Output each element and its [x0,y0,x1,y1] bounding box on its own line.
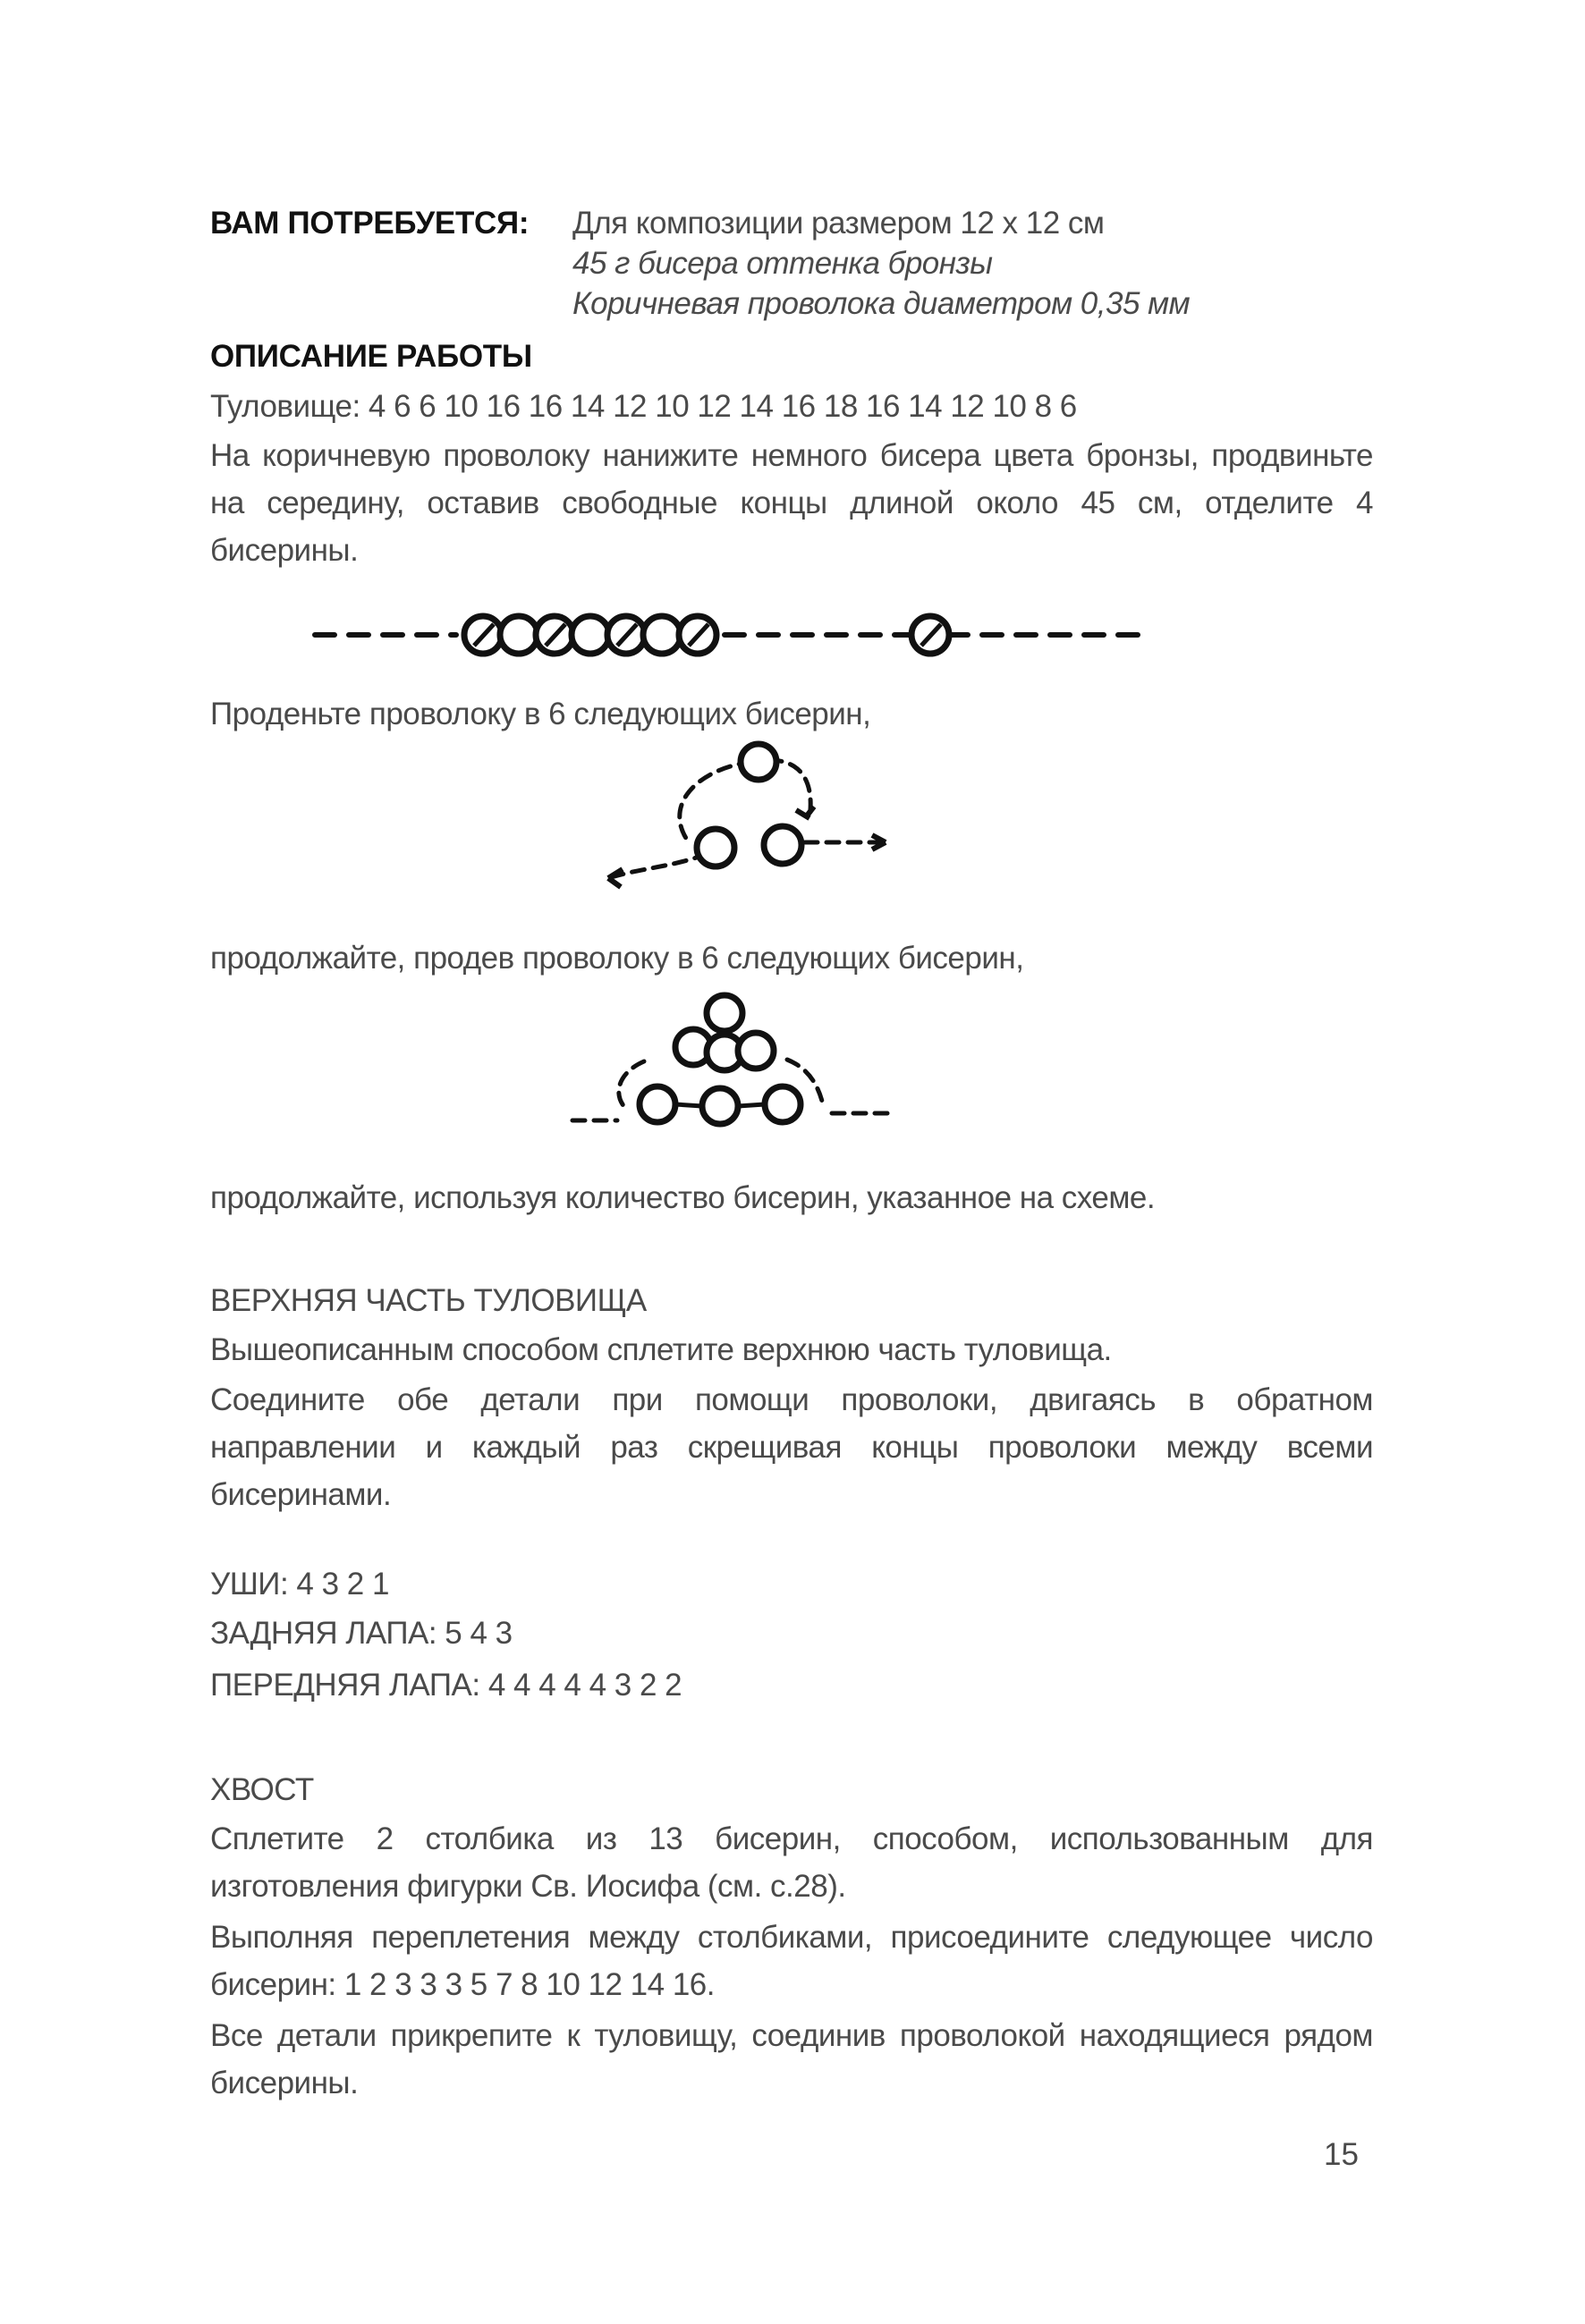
work-heading: ОПИСАНИЕ РАБОТЫ [210,339,532,374]
work-paragraph-3: продолжайте, продев проволоку в 6 следующих бисерин, [210,941,1024,976]
page-number: 15 [1324,2137,1359,2172]
work-paragraph-2: Проденьте проволоку в 6 следующих бисерин, [210,697,871,731]
thread-bead-left [697,829,734,866]
tail-paragraph-1: Сплетите 2 столбика из 13 бисерин, способом, использованным для изготовления фигурки Св. Иосифа (см. с.28). [210,1821,1373,1904]
hind-paw-rows: ЗАДНЯЯ ЛАПА: 5 4 3 [210,1616,513,1651]
pyramid-bead-mid-right [738,1033,774,1069]
bead-string-diagram [304,599,1154,671]
threading-diagram-2 [564,988,903,1131]
bead-4 [572,616,609,654]
tail-paragraph-2: Выполняя переплетения между столбиками, присоедините следующее число бисерин: 1 2 3 3 3 5 7 8 10 12 14 16. [210,1920,1373,2002]
work-paragraph-1: На коричневую проволоку нанижите немного бисера цвета бронзы, продвиньте на середину, оставив свободные концы длиной около 45 см, отделите 4 бисерины. [210,438,1373,568]
work-paragraph-4: продолжайте, используя количество бисерин, указанное на схеме. [210,1180,1156,1215]
pyramid-bead-bottom-center [702,1088,738,1124]
front-paw-rows: ПЕРЕДНЯЯ ЛАПА: 4 4 4 4 4 3 2 2 [210,1668,682,1703]
bead-2 [500,616,538,654]
tail-heading: ХВОСТ [210,1772,314,1807]
requirements-heading: ВАМ ПОТРЕБУЕТСЯ: [210,206,530,241]
work-body-rows: Туловище: 4 6 6 10 16 16 14 12 10 12 14 16 18 16 14 12 10 8 6 [210,389,1077,424]
threading-diagram-1 [590,733,930,894]
pyramid-bead-top [707,995,742,1031]
thread-bead-right [764,826,801,864]
ears-rows: УШИ: 4 3 2 1 [210,1567,389,1601]
requirements-size: Для композиции размером 12 х 12 см [572,206,1105,241]
tail-paragraph-3: Все детали прикрепите к туловищу, соединив проволокой находящиеся рядом бисерины. [210,2018,1373,2100]
thread-bead-top [741,744,776,780]
upper-paragraph-1: Вышеописанным способом сплетите верхнюю часть туловища. [210,1332,1112,1367]
upper-heading: ВЕРХНЯЯ ЧАСТЬ ТУЛОВИЩА [210,1283,647,1318]
upper-paragraph-2: Соедините обе детали при помощи проволоки, двигаясь в обратном направлении и каждый раз скрещивая концы проволоки между всеми бисеринами. [210,1382,1373,1512]
bead-6 [643,616,681,654]
requirements-wire: Коричневая проволока диаметром 0,35 мм [572,286,1191,321]
pyramid-bead-bottom-left [640,1086,675,1122]
pyramid-bead-bottom-right [765,1086,801,1122]
requirements-beads: 45 г бисера оттенка бронзы [572,246,993,281]
